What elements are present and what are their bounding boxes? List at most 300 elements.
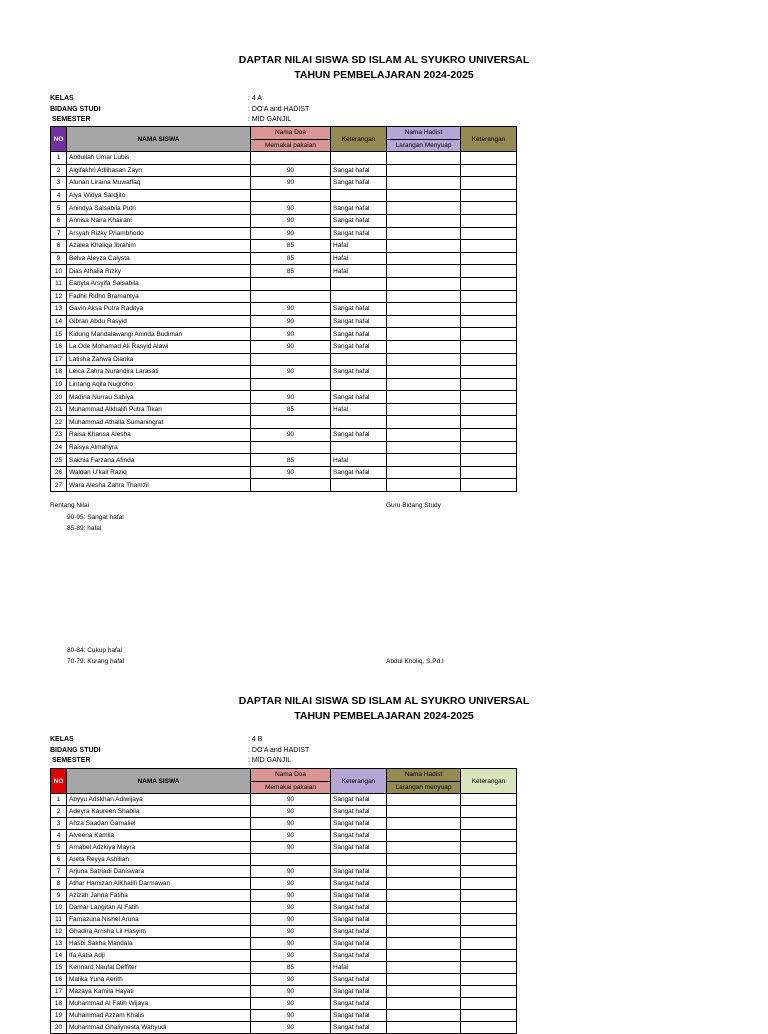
doa-keterangan (331, 152, 387, 165)
hadist-keterangan (461, 806, 517, 818)
doa-score (251, 277, 331, 290)
student-name: Raisya Almahyra (67, 441, 251, 454)
student-name: Azalea Khaliqa Ibrahim (67, 240, 251, 253)
row-number: 8 (51, 878, 67, 890)
table-row (51, 328, 517, 341)
student-name: Ahza Saadan Gamaliel (67, 818, 251, 830)
table-row (51, 818, 517, 830)
hadist-keterangan (461, 214, 517, 227)
doa-score: 90 (251, 950, 331, 962)
header-keterangan-2: Keterangan (461, 769, 517, 794)
student-name: Alunan Liraina Muwaffaq (67, 177, 251, 190)
doa-score: 90 (251, 164, 331, 177)
doa-score: 90 (251, 328, 331, 341)
header-keterangan-2: Keterangan (461, 127, 517, 152)
row-number: 7 (51, 227, 67, 240)
hadist-keterangan (461, 914, 517, 926)
doa-keterangan: Sangat hafal (331, 986, 387, 998)
student-name: Abdullah Umar Lubis (67, 152, 251, 165)
header-nama-hadist: Nama Hadist (387, 127, 461, 140)
hadist-score (387, 164, 461, 177)
hadist-keterangan (461, 277, 517, 290)
student-name: Azizah Janna Fatiha (67, 890, 251, 902)
row-number: 1 (51, 152, 67, 165)
row-number: 24 (51, 441, 67, 454)
student-name: Gibran Abdu Rasyid (67, 315, 251, 328)
doa-keterangan: Sangat hafal (331, 878, 387, 890)
doa-score (251, 479, 331, 492)
doa-score: 90 (251, 842, 331, 854)
hadist-score (387, 479, 461, 492)
student-name: Anindya Salsabila Putri (67, 202, 251, 215)
hadist-keterangan (461, 290, 517, 303)
header-nama-siswa: NAMA SISWA (67, 127, 251, 152)
row-number: 7 (51, 866, 67, 878)
table-row (51, 890, 517, 902)
student-name: Leica Zahra Nurandira Larasati (67, 366, 251, 379)
range-hafal: 85-89: hafal (67, 525, 102, 532)
hadist-keterangan (461, 429, 517, 442)
row-number: 16 (51, 340, 67, 353)
row-number: 3 (51, 177, 67, 190)
row-number: 5 (51, 842, 67, 854)
row-number: 25 (51, 454, 67, 467)
doa-score (251, 416, 331, 429)
hadist-keterangan (461, 152, 517, 165)
doa-keterangan: Sangat hafal (331, 340, 387, 353)
table-row (51, 391, 517, 404)
student-name: Lintang Aqila Nugroho (67, 378, 251, 391)
table-row (51, 962, 517, 974)
row-number: 8 (51, 240, 67, 253)
table-row (51, 1010, 517, 1022)
doa-keterangan: Sangat hafal (331, 938, 387, 950)
student-name: Gavin Aksa Putra Raditya (67, 303, 251, 316)
hadist-keterangan (461, 164, 517, 177)
student-name: Wara Alesha Zahra Thamzil (67, 479, 251, 492)
doa-score: 90 (251, 340, 331, 353)
doa-keterangan: Sangat hafal (331, 830, 387, 842)
student-name: Muhammad Ghaliynesta Wahyudi (67, 1022, 251, 1034)
student-name: Algifakhri Adlihasan Zayn (67, 164, 251, 177)
student-name: Belva Aleyza Calysta (67, 252, 251, 265)
row-number: 18 (51, 998, 67, 1010)
table-row (51, 806, 517, 818)
hadist-keterangan (461, 878, 517, 890)
hadist-keterangan (461, 842, 517, 854)
doa-keterangan: Sangat hafal (331, 914, 387, 926)
header-no: NO (51, 769, 67, 794)
hadist-keterangan (461, 265, 517, 278)
table-row (51, 926, 517, 938)
hadist-keterangan (461, 177, 517, 190)
doa-score (251, 353, 331, 366)
hadist-keterangan (461, 926, 517, 938)
table-row (51, 902, 517, 914)
doa-keterangan: Sangat hafal (331, 315, 387, 328)
table-row (51, 914, 517, 926)
header-keterangan-1: Keterangan (331, 127, 387, 152)
doa-keterangan (331, 378, 387, 391)
doa-score: 90 (251, 806, 331, 818)
student-name: Madina Nurrau Sabiya (67, 391, 251, 404)
row-number: 15 (51, 328, 67, 341)
student-name: Dias Athalla Rizky (67, 265, 251, 278)
student-name: Farnazuna Nishel Aruna (67, 914, 251, 926)
doa-keterangan: Hafal (331, 265, 387, 278)
meta-key: KELAS (50, 736, 74, 743)
table-row (51, 974, 517, 986)
meta-value: : MID GANJIL (248, 116, 292, 123)
student-name: Areta Reyya Ashillah (67, 854, 251, 866)
table-row (51, 454, 517, 467)
row-number: 3 (51, 818, 67, 830)
hadist-keterangan (461, 353, 517, 366)
doa-score: 90 (251, 303, 331, 316)
header-larangan-menyuap: Larangan menyuap (387, 781, 461, 794)
doa-score (251, 189, 331, 202)
student-name: Muhammad Alkhalifi Putra Tikari (67, 403, 251, 416)
doa-score: 90 (251, 998, 331, 1010)
hadist-score (387, 962, 461, 974)
hadist-score (387, 340, 461, 353)
hadist-keterangan (461, 315, 517, 328)
hadist-keterangan (461, 890, 517, 902)
doa-score: 90 (251, 794, 331, 806)
row-number: 14 (51, 315, 67, 328)
doa-keterangan: Hafal (331, 962, 387, 974)
student-name: Waldan U'kail Raziq (67, 466, 251, 479)
student-name: Arsyah Rizky Priambhodo (67, 227, 251, 240)
range-sangat-hafal: 90-95: Sangat hafal (67, 514, 124, 521)
hadist-keterangan (461, 902, 517, 914)
row-number: 20 (51, 391, 67, 404)
doa-score: 85 (251, 265, 331, 278)
meta-key: BIDANG STUDI (50, 746, 101, 754)
hadist-keterangan (461, 962, 517, 974)
doa-score: 85 (251, 252, 331, 265)
doa-keterangan: Sangat hafal (331, 890, 387, 902)
student-name: Ifa Aatia Adji (67, 950, 251, 962)
student-name: Sakhia Farzana Afinda (67, 454, 251, 467)
hadist-keterangan (461, 950, 517, 962)
meta-value: : MID GANJIL (248, 757, 292, 764)
table-row (51, 466, 517, 479)
meta-key: BIDANG STUDI (50, 105, 101, 113)
header-nama-hadist: Nama Hadist (387, 769, 461, 782)
hadist-score (387, 189, 461, 202)
doa-score (251, 378, 331, 391)
doa-keterangan (331, 441, 387, 454)
doa-score: 90 (251, 214, 331, 227)
hadist-score (387, 177, 461, 190)
table-row (51, 252, 517, 265)
table-row (51, 866, 517, 878)
doa-score: 90 (251, 974, 331, 986)
doa-score: 90 (251, 986, 331, 998)
meta-value: : DO'A and HADIST (248, 105, 310, 113)
doa-keterangan: Sangat hafal (331, 842, 387, 854)
student-name: Muhammad Athalla Sumaningrat (67, 416, 251, 429)
row-number: 16 (51, 974, 67, 986)
table-row (51, 842, 517, 854)
row-number: 26 (51, 466, 67, 479)
doa-keterangan: Sangat hafal (331, 806, 387, 818)
hadist-keterangan (461, 818, 517, 830)
doa-score (251, 441, 331, 454)
hadist-score (387, 328, 461, 341)
hadist-score (387, 1022, 461, 1034)
hadist-score (387, 1010, 461, 1022)
student-name: Raisa Khansa Alesha (67, 429, 251, 442)
table-row (51, 878, 517, 890)
row-number: 13 (51, 938, 67, 950)
hadist-score (387, 974, 461, 986)
row-number: 1 (51, 794, 67, 806)
row-number: 11 (51, 914, 67, 926)
range-cukup-hafal: 80-84: Cukup hafal (67, 647, 122, 654)
hadist-score (387, 265, 461, 278)
hadist-keterangan (461, 794, 517, 806)
student-name: Abyyu Adskhan Adiwijaya (67, 794, 251, 806)
hadist-keterangan (461, 854, 517, 866)
doa-keterangan (331, 854, 387, 866)
doa-keterangan: Hafal (331, 252, 387, 265)
table-row (51, 998, 517, 1010)
row-number: 27 (51, 479, 67, 492)
row-number: 4 (51, 189, 67, 202)
hadist-keterangan (461, 1022, 517, 1034)
header-no: NO (51, 127, 67, 152)
doa-score: 85 (251, 454, 331, 467)
range-kurang-hafal: 70-79: Kurang hafal (67, 658, 125, 665)
doa-keterangan: Sangat hafal (331, 391, 387, 404)
table-row (51, 441, 517, 454)
doa-keterangan: Sangat hafal (331, 926, 387, 938)
hadist-score (387, 818, 461, 830)
doa-score: 90 (251, 429, 331, 442)
row-number: 19 (51, 1010, 67, 1022)
hadist-score (387, 854, 461, 866)
table-row (51, 854, 517, 866)
doa-score: 90 (251, 938, 331, 950)
hadist-keterangan (461, 240, 517, 253)
student-name: Latisha Zahwa Dianka (67, 353, 251, 366)
table-row (51, 938, 517, 950)
table-row (51, 227, 517, 240)
hadist-score (387, 277, 461, 290)
doa-keterangan: Sangat hafal (331, 214, 387, 227)
hadist-score (387, 240, 461, 253)
hadist-score (387, 842, 461, 854)
hadist-score (387, 429, 461, 442)
hadist-keterangan (461, 340, 517, 353)
row-number: 2 (51, 164, 67, 177)
doa-keterangan: Sangat hafal (331, 1010, 387, 1022)
table-row (51, 340, 517, 353)
hadist-score (387, 303, 461, 316)
hadist-score (387, 214, 461, 227)
row-number: 23 (51, 429, 67, 442)
student-name: Damar Langitan Al Fatih (67, 902, 251, 914)
hadist-score (387, 366, 461, 379)
hadist-score (387, 391, 461, 404)
hadist-keterangan (461, 830, 517, 842)
hadist-score (387, 252, 461, 265)
hadist-score (387, 950, 461, 962)
row-number: 19 (51, 378, 67, 391)
row-number: 18 (51, 366, 67, 379)
row-number: 10 (51, 902, 67, 914)
hadist-score (387, 890, 461, 902)
table-row (51, 177, 517, 190)
meta-key: SEMESTER (52, 757, 91, 764)
hadist-score (387, 227, 461, 240)
row-number: 9 (51, 252, 67, 265)
student-name: Alveena Kamila (67, 830, 251, 842)
doa-score: 90 (251, 878, 331, 890)
doa-keterangan: Sangat hafal (331, 950, 387, 962)
doa-score (251, 854, 331, 866)
hadist-keterangan (461, 454, 517, 467)
doa-keterangan: Sangat hafal (331, 974, 387, 986)
rentang-nilai-label: Rentang Nilai (50, 502, 90, 509)
doa-keterangan: Sangat hafal (331, 328, 387, 341)
doa-keterangan (331, 189, 387, 202)
doa-keterangan: Sangat hafal (331, 902, 387, 914)
hadist-score (387, 466, 461, 479)
meta-key: KELAS (50, 95, 74, 102)
hadist-score (387, 830, 461, 842)
doa-keterangan: Sangat hafal (331, 998, 387, 1010)
student-name: Hasbi Sakha Mandala (67, 938, 251, 950)
doa-keterangan: Sangat hafal (331, 366, 387, 379)
table-row (51, 202, 517, 215)
doa-score: 90 (251, 366, 331, 379)
hadist-score (387, 938, 461, 950)
meta-key: SEMESTER (52, 116, 91, 123)
doa-keterangan: Sangat hafal (331, 227, 387, 240)
doa-score: 90 (251, 866, 331, 878)
hadist-score (387, 806, 461, 818)
doa-score: 90 (251, 466, 331, 479)
hadist-score (387, 378, 461, 391)
doa-keterangan (331, 290, 387, 303)
doa-keterangan: Hafal (331, 403, 387, 416)
sheet-b-title-line1: DAPTAR NILAI SISWA SD ISLAM AL SYUKRO UNIVERSAL (238, 695, 530, 707)
doa-keterangan (331, 479, 387, 492)
doa-keterangan (331, 353, 387, 366)
doa-score: 90 (251, 202, 331, 215)
table-row (51, 830, 517, 842)
table-row (51, 429, 517, 442)
row-number: 11 (51, 277, 67, 290)
row-number: 9 (51, 890, 67, 902)
doa-keterangan: Hafal (331, 454, 387, 467)
doa-score: 90 (251, 391, 331, 404)
student-name: Amabel Adzkiya Mayra (67, 842, 251, 854)
student-name: Athar Hamizan AlKhalifi Darmawan (67, 878, 251, 890)
hadist-score (387, 403, 461, 416)
hadist-score (387, 290, 461, 303)
header-nama-siswa: NAMA SISWA (67, 769, 251, 794)
hadist-keterangan (461, 403, 517, 416)
doa-score: 90 (251, 177, 331, 190)
row-number: 20 (51, 1022, 67, 1034)
student-name: Earlyta Arsyifa Salsabila (67, 277, 251, 290)
table-row (51, 290, 517, 303)
row-number: 6 (51, 214, 67, 227)
doa-score: 90 (251, 1022, 331, 1034)
hadist-keterangan (461, 227, 517, 240)
row-number: 2 (51, 806, 67, 818)
table-row (51, 189, 517, 202)
table-row (51, 986, 517, 998)
student-name: Kennard Naufal Deffiter (67, 962, 251, 974)
row-number: 14 (51, 950, 67, 962)
doa-keterangan: Sangat hafal (331, 164, 387, 177)
doa-score: 85 (251, 962, 331, 974)
hadist-score (387, 353, 461, 366)
hadist-score (387, 926, 461, 938)
doa-score (251, 290, 331, 303)
doa-keterangan: Sangat hafal (331, 466, 387, 479)
table-row (51, 303, 517, 316)
doa-score: 90 (251, 227, 331, 240)
table-header-row-top (51, 769, 517, 782)
hadist-keterangan (461, 391, 517, 404)
table-row (51, 479, 517, 492)
table-row (51, 315, 517, 328)
student-name: Annisa Naira Khairani (67, 214, 251, 227)
doa-keterangan: Sangat hafal (331, 429, 387, 442)
doa-score (251, 152, 331, 165)
row-number: 6 (51, 854, 67, 866)
sheet-a-title-line1: DAPTAR NILAI SISWA SD ISLAM AL SYUKRO UNIVERSAL (238, 54, 530, 66)
doa-keterangan: Sangat hafal (331, 303, 387, 316)
doa-score: 90 (251, 830, 331, 842)
sheet-b-grade-table (50, 768, 517, 1034)
hadist-score (387, 454, 461, 467)
hadist-keterangan (461, 189, 517, 202)
hadist-keterangan (461, 416, 517, 429)
doa-score: 90 (251, 926, 331, 938)
doa-keterangan (331, 277, 387, 290)
student-name: Arjuna Satriadi Daniswara (67, 866, 251, 878)
hadist-score (387, 866, 461, 878)
table-row (51, 214, 517, 227)
hadist-score (387, 441, 461, 454)
table-row (51, 794, 517, 806)
table-row (51, 403, 517, 416)
hadist-score (387, 152, 461, 165)
hadist-keterangan (461, 378, 517, 391)
doa-score: 90 (251, 890, 331, 902)
row-number: 17 (51, 353, 67, 366)
hadist-keterangan (461, 938, 517, 950)
meta-value: : 4 B (248, 736, 263, 743)
doa-keterangan: Sangat hafal (331, 818, 387, 830)
hadist-score (387, 202, 461, 215)
student-name: Alya Widya Sardjito (67, 189, 251, 202)
hadist-keterangan (461, 866, 517, 878)
doa-score: 90 (251, 1010, 331, 1022)
row-number: 15 (51, 962, 67, 974)
table-row (51, 950, 517, 962)
sheet-b-title-line2: TAHUN PEMBELAJARAN 2024-2025 (294, 710, 474, 722)
hadist-score (387, 794, 461, 806)
table-row (51, 277, 517, 290)
